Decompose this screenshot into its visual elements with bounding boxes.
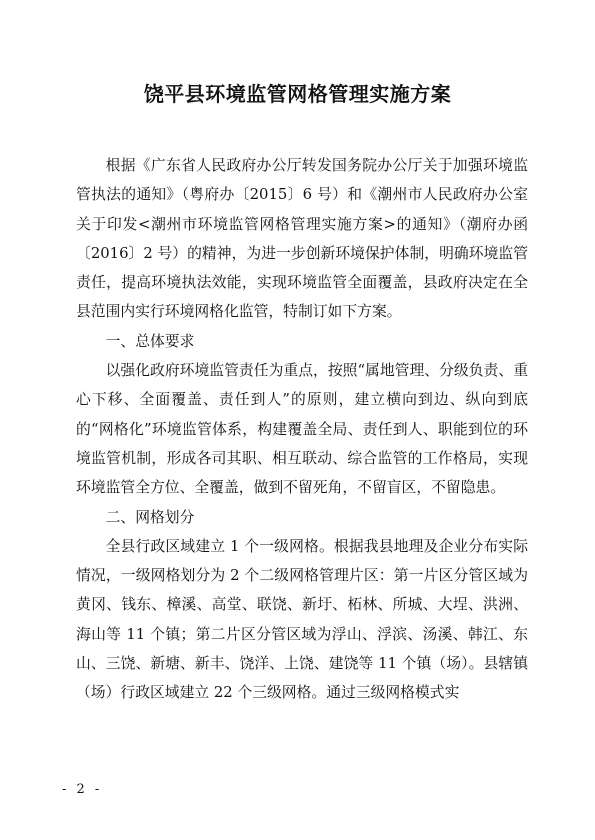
document-body <box>76 151 528 708</box>
general-requirements-paragraph: 以强化政府环境监管责任为重点，按照“属地管理、分级负责、重心下移、全面覆盖、责任到人”的原则，建立横向到边、纵向到底的“网格化”环境监管体系，构建覆盖全局、责任到人、职能到位的环境监管机制，形成各司其职、相互联动、综合监管的工作格局，实现环境监管全方位、全覆盖，做到不留死角，不留盲区，不留隐患。 <box>76 362 528 497</box>
grid-division-paragraph: 全县行政区域建立 1 个一级网格。根据我县地理及企业分布实际情况，一级网格划分为 2 个二级网格管理片区：第一片区分管区域为黄冈、钱东、樟溪、高堂、联饶、新圩、柘林、所城、大埕、洪洲、海山等 11 个镇；第二片区分管区域为浮山、浮滨、汤溪、韩江、东山、三饶、新塘、新丰、饶洋、上饶、建饶等 11 个镇（场）。县辖镇（场）行政区域建立 22 个三级网格。通过三级网格模式实 <box>76 537 528 702</box>
document-title: 饶平县环境监管网格管理实施方案 <box>143 82 452 106</box>
section-heading-grid-division: 二、网格划分 <box>105 508 195 526</box>
intro-paragraph: 根据《广东省人民政府办公厅转发国务院办公厅关于加强环境监管执法的通知》（粤府办〔2015〕6 号）和《潮州市人民政府办公室关于印发<潮州市环境监管网格管理实施方案>的通知》（潮府办函〔2016〕2 号）的精神，为进一步创新环境保护体制，明确环境监管责任，提高环境执法效能，实现环境监管全面覆盖，县政府决定在全县范围内实行环境网格化监管，特制订如下方案。 <box>76 157 528 321</box>
page-number: - 2 - <box>62 782 103 797</box>
section-heading-general-requirements: 一、总体要求 <box>105 332 195 350</box>
